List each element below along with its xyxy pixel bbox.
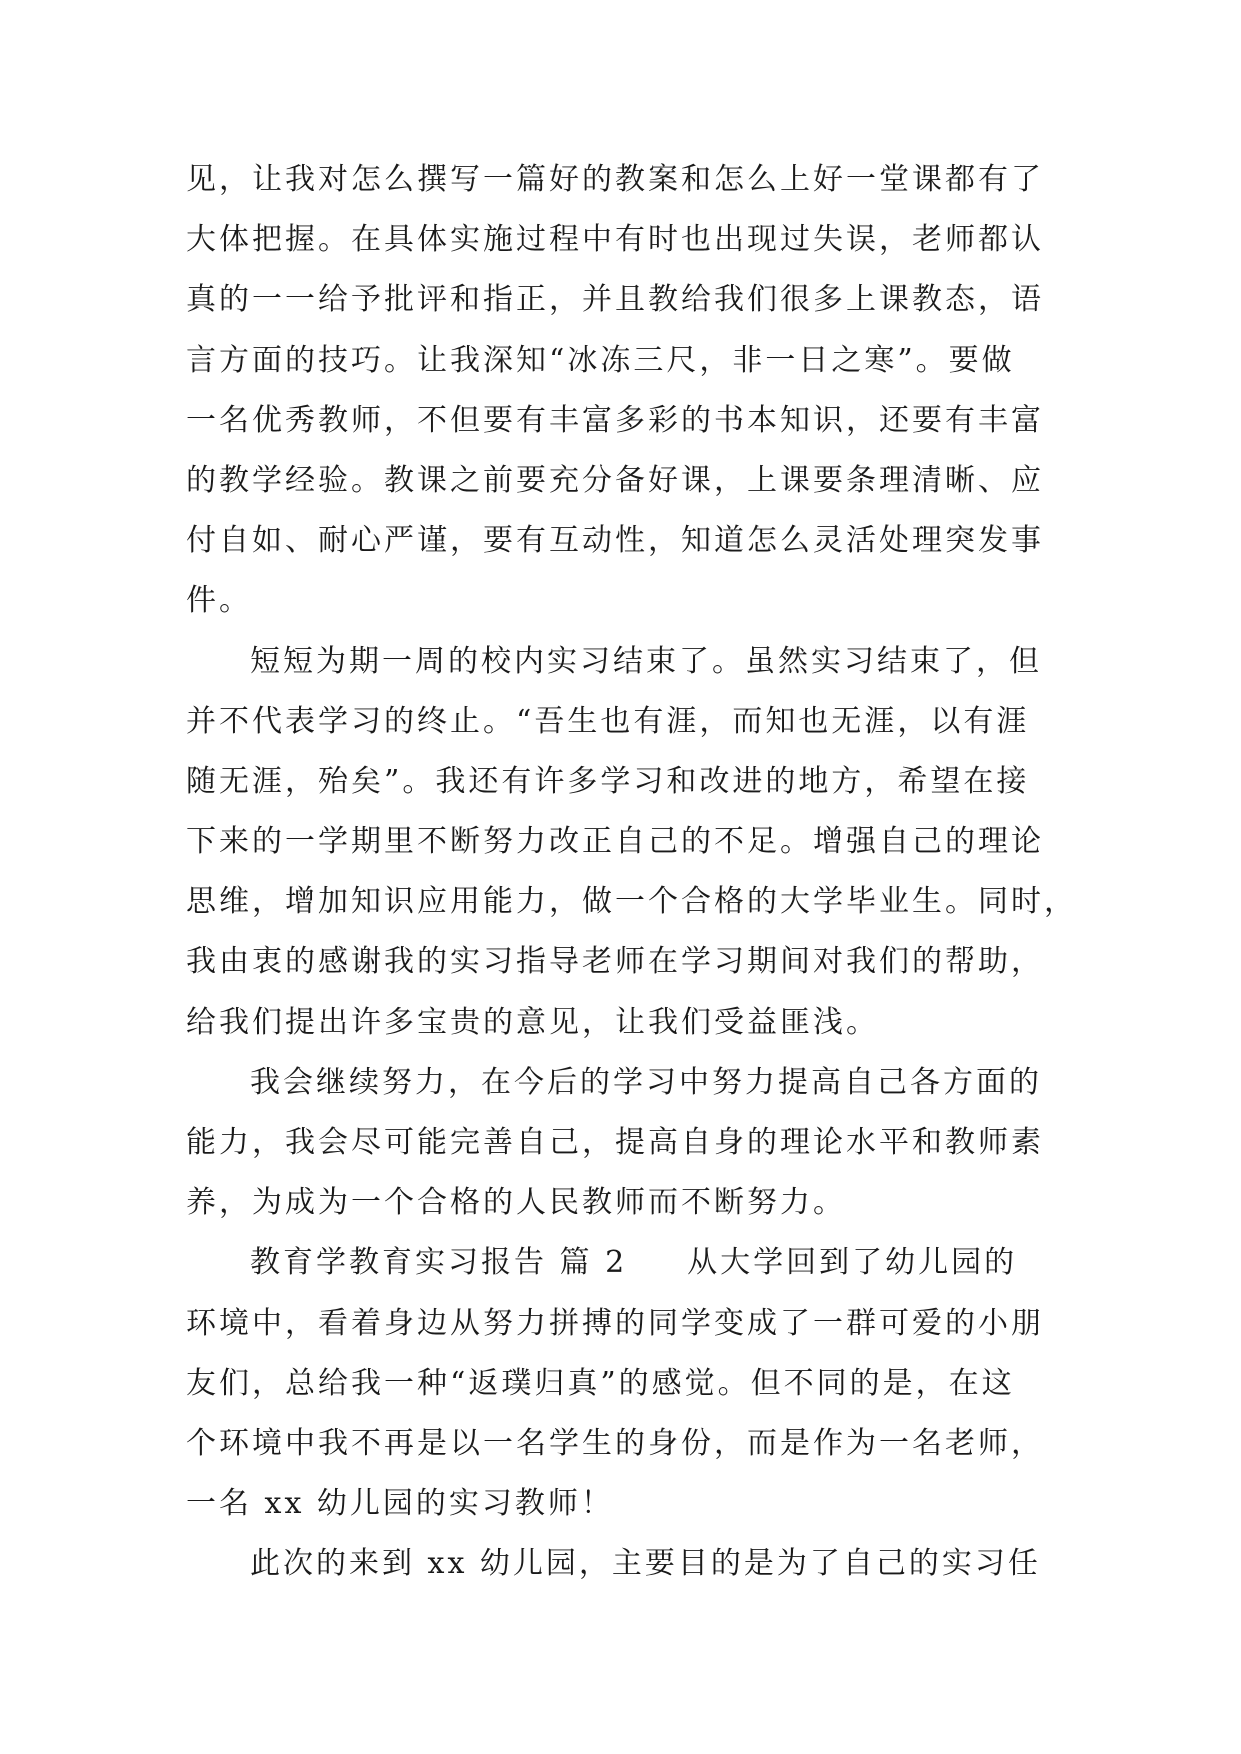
body-line: 友们，总给我一种“返璞归真”的感觉。但不同的是，在这 bbox=[186, 1365, 1015, 1401]
body-line: 随无涯，殆矣”。我还有许多学习和改进的地方，希望在接 bbox=[186, 763, 1030, 799]
paragraph-start-line: 短短为期一周的校内实习结束了。虽然实习结束了，但 bbox=[250, 643, 1042, 679]
section-heading: 教育学教育实习报告 篇 2 bbox=[250, 1245, 628, 1281]
body-line: 言方面的技巧。让我深知“冰冻三尺，非一日之寒”。要做 bbox=[186, 342, 1015, 378]
body-line: 并不代表学习的终止。“吾生也有涯，而知也无涯，以有涯 bbox=[186, 703, 1030, 739]
body-line: 我由衷的感谢我的实习指导老师在学习期间对我们的帮助， bbox=[186, 944, 1044, 980]
document-body bbox=[186, 150, 1077, 1595]
body-line: 见，让我对怎么撰写一篇好的教案和怎么上好一堂课都有了 bbox=[186, 162, 1044, 197]
body-line: 付自如、耐心严谨，要有互动性，知道怎么灵活处理突发事 bbox=[186, 523, 1044, 559]
section-heading-continuation: 从大学回到了幼儿园的 bbox=[687, 1245, 1018, 1281]
body-line: 件。 bbox=[186, 583, 252, 619]
body-line: 一名 xx 幼儿园的实习教师！ bbox=[186, 1486, 614, 1522]
body-line: 下来的一学期里不断努力改正自己的不足。增强自己的理论 bbox=[186, 824, 1044, 860]
body-line: 真的一一给予批评和指正，并且教给我们很多上课教态，语 bbox=[186, 282, 1044, 318]
body-line: 养，为成为一个合格的人民教师而不断努力。 bbox=[186, 1185, 846, 1221]
body-line: 的教学经验。教课之前要充分备好课，上课要条理清晰、应 bbox=[186, 462, 1044, 498]
body-line: 个环境中我不再是以一名学生的身份，而是作为一名老师， bbox=[186, 1425, 1044, 1461]
body-line: 思维，增加知识应用能力，做一个合格的大学毕业生。同时， bbox=[186, 884, 1077, 920]
body-line: 给我们提出许多宝贵的意见，让我们受益匪浅。 bbox=[186, 1004, 879, 1040]
body-line: 大体把握。在具体实施过程中有时也出现过失误，老师都认 bbox=[186, 222, 1044, 258]
body-line: 一名优秀教师，不但要有丰富多彩的书本知识，还要有丰富 bbox=[186, 402, 1044, 438]
paragraph-start-line: 我会继续努力，在今后的学习中努力提高自己各方面的 bbox=[250, 1064, 1042, 1100]
section-heading-line bbox=[186, 1233, 1066, 1293]
body-line: 环境中，看着身边从努力拼搏的同学变成了一群可爱的小朋 bbox=[186, 1305, 1044, 1341]
paragraph-start-line: 此次的来到 xx 幼儿园，主要目的是为了自己的实习任 bbox=[250, 1546, 1041, 1582]
body-line: 能力，我会尽可能完善自己，提高自身的理论水平和教师素 bbox=[186, 1125, 1044, 1160]
